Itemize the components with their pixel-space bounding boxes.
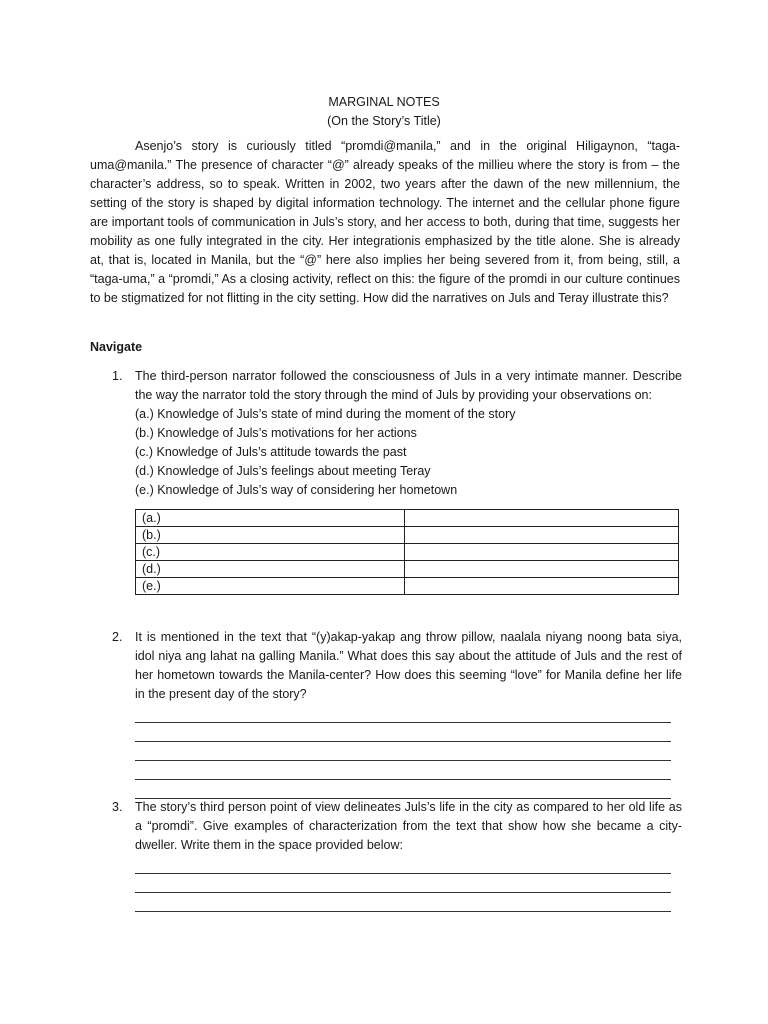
answer-line[interactable] bbox=[135, 855, 671, 874]
navigate-heading: Navigate bbox=[90, 340, 143, 354]
answer-cell[interactable] bbox=[405, 510, 679, 527]
question-3 bbox=[90, 798, 682, 912]
table-row bbox=[136, 510, 679, 527]
table-row bbox=[136, 561, 679, 578]
question-1-item-d: (d.) Knowledge of Juls’s feelings about meeting Teray bbox=[135, 464, 431, 478]
answer-cell[interactable] bbox=[405, 544, 679, 561]
table-row-label: (c.) bbox=[136, 544, 405, 561]
table-row bbox=[136, 544, 679, 561]
answer-table bbox=[135, 509, 679, 595]
answer-line[interactable] bbox=[135, 704, 671, 723]
question-1-text: The third-person narrator followed the consciousness of Juls in a very intimate manner. Describe the way the narrator told the story through the mind of Juls by providing your observations on: bbox=[135, 369, 682, 402]
question-1-number: 1. bbox=[112, 369, 123, 383]
document-title-block bbox=[0, 93, 768, 131]
answer-line[interactable] bbox=[135, 780, 671, 799]
question-2-number: 2. bbox=[112, 630, 123, 644]
question-1-item-a: (a.) Knowledge of Juls’s state of mind during the moment of the story bbox=[135, 407, 516, 421]
question-2 bbox=[90, 628, 682, 799]
table-row-label: (e.) bbox=[136, 578, 405, 595]
answer-cell[interactable] bbox=[405, 578, 679, 595]
question-1 bbox=[90, 367, 682, 500]
question-3-text: The story’s third person point of view delineates Juls’s life in the city as compared to her old life as a “promdi”. Give examples of characterization from the text that show how she became a city-dweller. Write them in the space provided below: bbox=[135, 800, 682, 852]
question-1-item-c: (c.) Knowledge of Juls’s attitude towards the past bbox=[135, 445, 407, 459]
table-row-label: (b.) bbox=[136, 527, 405, 544]
table-row bbox=[136, 527, 679, 544]
answer-line[interactable] bbox=[135, 893, 671, 912]
answer-cell[interactable] bbox=[405, 527, 679, 544]
table-row-label: (a.) bbox=[136, 510, 405, 527]
question-2-text: It is mentioned in the text that “(y)akap-yakap ang throw pillow, naalala niyang noong bata siya, idol niya ang lahat na galling Manila.” What does this say about the attitude of Juls and the rest of her hometown towards the Manila-center? How does this seeming “love” for Manila define her life in the present day of the story? bbox=[135, 630, 682, 701]
question-3-number: 3. bbox=[112, 800, 123, 814]
table-row-label: (d.) bbox=[136, 561, 405, 578]
answer-line[interactable] bbox=[135, 723, 671, 742]
answer-line[interactable] bbox=[135, 874, 671, 893]
question-1-item-e: (e.) Knowledge of Juls’s way of considering her hometown bbox=[135, 483, 458, 497]
table-row bbox=[136, 578, 679, 595]
question-1-item-b: (b.) Knowledge of Juls’s motivations for her actions bbox=[135, 426, 417, 440]
intro-paragraph: Asenjo’s story is curiously titled “promdi@manila,” and in the original Hiligaynon, “taga-uma@manila.” The presence of character “@” already speaks of the millieu where the story is from – the character’s address, so to speak. Written in 2002, two years after the dawn of the new millennium, the setting of the story is shaped by digital information technology. The internet and the cellular phone figure are important tools of communication in Juls’s story, and her access to both, during that time, suggests her mobility as one fully integrated in the city. Her integrationis emphasized by the title alone. She is already at, that is, located in Manila, but the “@” here also implies her being severed from it, from being, still, a “taga-uma,” a “promdi,” As a closing activity, reflect on this: the figure of the promdi in our culture continues to be stigmatized for not flitting in the city setting. How did the narratives on Juls and Teray illustrate this? bbox=[90, 139, 680, 305]
page-subtitle: (On the Story’s Title) bbox=[327, 114, 441, 128]
answer-line[interactable] bbox=[135, 742, 671, 761]
answer-line[interactable] bbox=[135, 761, 671, 780]
answer-cell[interactable] bbox=[405, 561, 679, 578]
page-title: MARGINAL NOTES bbox=[328, 95, 440, 109]
